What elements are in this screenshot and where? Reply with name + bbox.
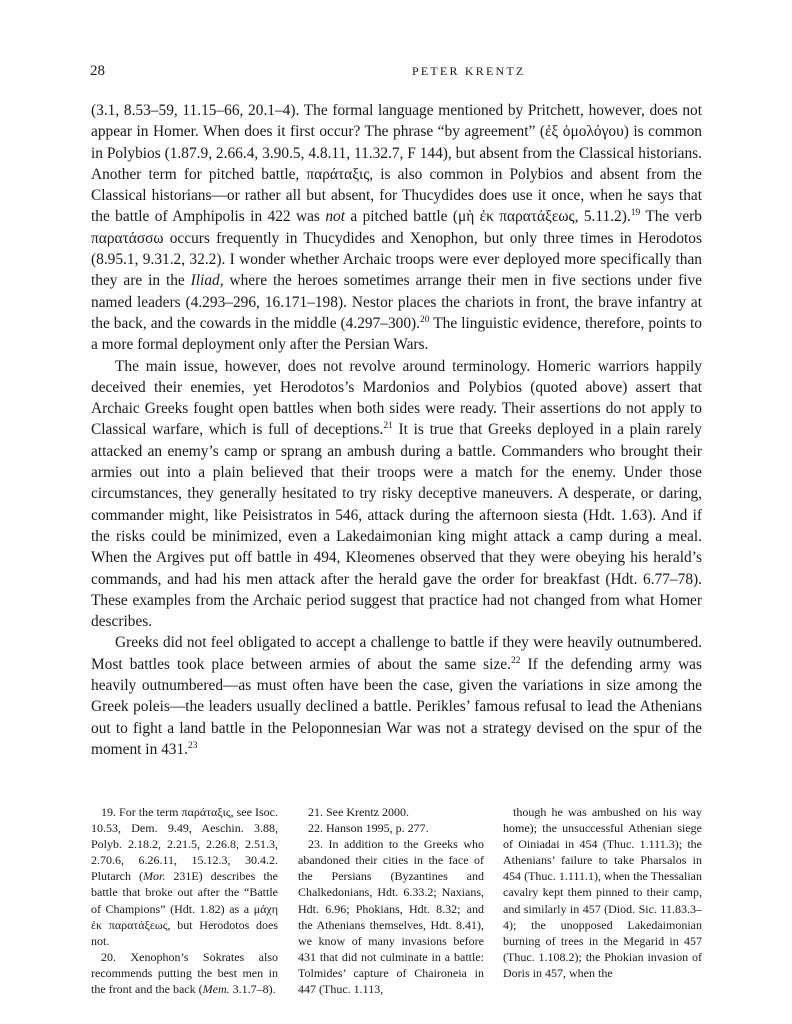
italic-text: Mor. bbox=[143, 869, 166, 884]
page-number: 28 bbox=[90, 63, 105, 79]
text-run: 19. For the term παράταξις, see Isoc. 10.53, Dem. 9.49, Aeschin. 3.88, Polyb. 2.18.2, 2.21.5, 2.26.8, 2.51.3, 2.70.6, 6.26.11, 15.12.3, 30.4.2. Plutarch ( bbox=[91, 805, 278, 884]
text-run: (3.1, 8.53–59, 11.15–66, 20.1–4). The formal language mentioned by Pritchett, however, does not appear in Homer. When does it first occur? The phrase “by agreement” (ἐξ ὁμολόγου) is common in Polybios (1.87.9, 2.66.4, 3.90.5, 4.8.11, 11.32.7, F 144), but absent from the Classical historians. Another term for pitched battle, παράταξις, is also common in Polybios and absent from the Classical historians—or rather all but absent, for Thucydides does use it once, when he says that the battle of Amphipolis in 422 was bbox=[91, 102, 702, 226]
footnotes bbox=[91, 804, 702, 997]
text-run: It is true that Greeks deployed in a plain rarely attacked an enemy’s camp or sprang an ambush during a battle. Commanders who brought their armies out into a plain believed that their troops were a match for the enemy. Under those circumstances, they generally hesitated to try risky deceptive maneuvers. A desperate, or daring, commander might, like Peisistratos in 546, attack during the afternoon siesta (Hdt. 1.63). And if the risks could be minimized, even a Lakedaimonian king might attack a camp during a meal. When the Argives put off battle in 494, Kleomenes observed that they were obeying his herald’s commands, and had his men attack after the herald gave the order for breakfast (Hdt. 6.77–78). These examples from the Archaic period suggest that practice had not changed from what Homer describes. bbox=[91, 421, 702, 631]
text-run: where the heroes sometimes arrange their men in five sections under five named leaders (4.293–296, 16.171–198). Nestor places the chariots in front, the brave infantry at the back, and the cowards in the middle (4.297–300). bbox=[91, 272, 703, 332]
text-run: 20. Xenophon’s Sokrates also recommends putting the best men in the front and the back ( bbox=[91, 949, 278, 997]
text-run: The main issue, however, does not revolve around terminology. Homeric warriors happily deceived their enemies, yet Herodotos’s Mardonios and Polybios (quoted above) assert that Archaic Greeks fought open battles when both sides were ready. Their assertions do not apply to Classical warfare, which is full of deceptions. bbox=[91, 357, 702, 439]
paragraph-3 bbox=[91, 632, 702, 760]
text-run: 231E) describes the battle that broke out after the “Battle of Champions” (Hdt. 1.82) as a μάχη ἐκ παρατάξεως, but Herodotos does not. bbox=[91, 869, 278, 948]
footnote-ref-22[interactable]: 22 bbox=[510, 655, 521, 666]
paragraph-1 bbox=[91, 100, 702, 356]
text-run: 3.1.7–8). bbox=[229, 982, 276, 997]
footnote-column-2 bbox=[298, 804, 484, 997]
text-run: If the defending army was heavily outnumbered—as must often have been the case, given the variations in size among the Greek poleis—the leaders usually declined a battle. Perikles’ famous refusal to lead the Athenians out to fight a land battle in the Peloponnesian War was not a strategy devised on the spur of the moment in 431. bbox=[91, 655, 702, 758]
text-run: a pitched battle (μὴ ἐκ παρατάξεως, 5.11.2). bbox=[344, 208, 631, 226]
running-head: PETER KRENTZ bbox=[412, 64, 526, 78]
italic-text: Iliad, bbox=[190, 272, 224, 290]
footnote-19 bbox=[91, 804, 278, 949]
main-text bbox=[91, 100, 702, 760]
footnote-ref-19[interactable]: 19 bbox=[630, 208, 641, 219]
footnote-ref-23[interactable]: 23 bbox=[188, 740, 198, 751]
footnote-column-3 bbox=[503, 804, 702, 981]
text-run: The linguistic evidence, therefore, points to a more formal deployment only after the Persian Wars. bbox=[91, 314, 702, 354]
footnote-22: 22. Hanson 1995, p. 277. bbox=[308, 821, 429, 836]
text-run: The verb παρατάσσω occurs frequently in Thucydides and Xenophon, but only three times in Herodotos (8.95.1, 9.31.2, 32.2). I wonder whether Archaic troops were ever deployed more specifically than they are in the bbox=[91, 208, 702, 290]
footnote-ref-20[interactable]: 20 bbox=[420, 314, 430, 325]
footnote-20 bbox=[91, 949, 278, 997]
footnote-column-1 bbox=[91, 804, 278, 997]
footnote-ref-21[interactable]: 21 bbox=[383, 421, 393, 432]
text-run: Greeks did not feel obligated to accept a challenge to battle if they were heavily outnumbered. Most battles took place between armies of about the same size. bbox=[91, 634, 702, 673]
paragraph-2 bbox=[91, 356, 702, 633]
footnote-23-continued: though he was ambushed on his way home); the unsuccessful Athenian siege of Oiniadai in 454 (Thuc. 1.111.3); the Athenians’ failure to take Pharsalos in 454 (Thuc. 1.111.1), when the Thessalian cavalry kept them pinned to their camp, and similarly in 457 (Diod. Sic. 11.83.3–4); the unopposed Lakedaimonian burning of trees in the Megarid in 457 (Thuc. 1.108.2); the Phokian invasion of Doris in 457, when the bbox=[503, 805, 702, 980]
italic-text: Mem. bbox=[202, 982, 230, 997]
footnote-23: 23. In addition to the Greeks who abandoned their cities in the face of the Persians (Byzantines and Chalkedonians, Hdt. 6.33.2; Naxians, Hdt. 6.96; Phokians, Hdt. 8.32; and the Athenians themselves, Hdt. 8.41), we know of many invasions before 431 that did not culminate in a battle: Tolmides’ capture of Chaironeia in 447 (Thuc. 1.113, bbox=[298, 837, 484, 997]
italic-text: not bbox=[325, 208, 345, 226]
footnote-21: 21. See Krentz 2000. bbox=[308, 805, 409, 819]
